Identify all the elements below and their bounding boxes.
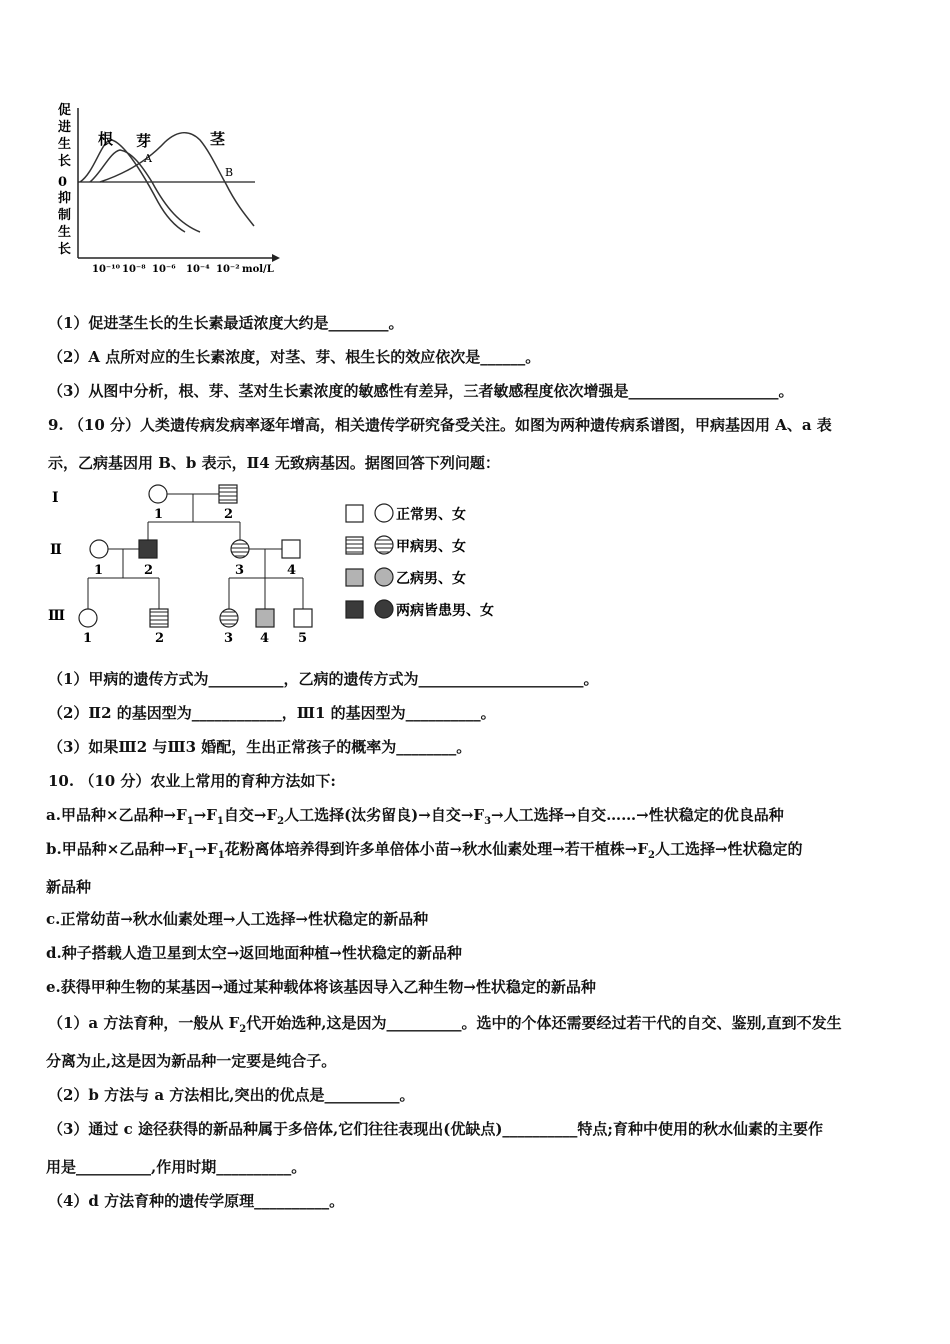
q10-sub4: （4）d 方法育种的遗传学原理__________。 [48, 1192, 345, 1210]
q10-method-b: b.甲品种×乙品种$\to F_1\to F_1$花粉离体培养得到许多单倍体小苗→秋水仙素处理→若干植株$\to F_2$人工选择→性状稳定的 [46, 840, 803, 861]
q10-intro: 10. （10 分）农业上常用的育种方法如下: [48, 772, 336, 790]
individual-number: 1 [94, 563, 104, 578]
gen2-female-jia [231, 540, 249, 558]
q10-method-e: e.获得甲种生物的某基因→通过某种载体将该基因导入乙种生物→性状稳定的新品种 [46, 978, 596, 996]
y-axis-label-char: 进 [58, 120, 72, 135]
q10-method-b-cont: 新品种 [46, 878, 92, 896]
legend-male-normal [346, 505, 363, 522]
y-axis-label-char: 促 [58, 103, 72, 118]
tick-label: 10⁻¹⁰ [92, 264, 120, 275]
q10-sub3: （3）通过 c 途径获得的新品种属于多倍体,它们往往表现出(优缺点)__________特点;育种中使用的秋水仙素的主要作 [48, 1120, 823, 1138]
q8-sub2: （2）A 点所对应的生长素浓度，对茎、芽、根生长的效应依次是______。 [48, 348, 541, 366]
y-axis-label [58, 102, 71, 257]
series-label: 芽 [136, 132, 152, 150]
q10-sub1-cont: 分离为止,这是因为新品种一定要是纯合子。 [46, 1052, 337, 1070]
y-axis-label-char: 长 [58, 154, 72, 169]
gen3-female-jia [220, 609, 238, 627]
series-label: 根 [98, 130, 114, 148]
individual-number: 2 [155, 631, 165, 646]
individual-number: 3 [235, 563, 245, 578]
gen2-female-normal [90, 540, 108, 558]
generation-label: Ⅲ [48, 608, 66, 624]
y-axis-label-char: 制 [58, 208, 72, 223]
legend-female-jia [375, 536, 393, 554]
legend-label: 正常男、女 [396, 507, 466, 523]
individual-number: 1 [154, 507, 164, 522]
gen3-male-normal [294, 609, 312, 627]
individual-number: 3 [224, 631, 234, 646]
tick-label: 10⁻⁶ [152, 264, 176, 275]
pedigree-chart [44, 478, 544, 648]
gen3-female-normal [79, 609, 97, 627]
q9-intro-cont: 示，乙病基因用 B、b 表示，Ⅱ4 无致病基因。据图回答下列问题： [48, 454, 500, 472]
legend-male-jia [346, 537, 363, 554]
individual-number: 2 [144, 563, 154, 578]
point-label: B [225, 166, 234, 179]
q10-sub3-cont: 用是__________,作用时期__________。 [46, 1158, 307, 1176]
individual-number: 1 [83, 631, 93, 646]
legend-female-yi [375, 568, 393, 586]
series-line [100, 133, 254, 226]
legend-female-normal [375, 504, 393, 522]
gen3-male-jia [150, 609, 168, 627]
q8-sub3: （3）从图中分析，根、芽、茎对生长素浓度的敏感性有差异，三者敏感程度依次增强是____________________。 [48, 382, 794, 400]
q9-sub2: （2）Ⅱ2 的基因型为____________，Ⅲ1 的基因型为__________。 [48, 704, 496, 722]
individual-number: 5 [298, 631, 308, 646]
x-axis-arrow [272, 254, 280, 262]
individual-number: 2 [224, 507, 234, 522]
legend-female-both [375, 600, 393, 618]
legend-label: 两病皆患男、女 [396, 603, 494, 619]
legend-label: 甲病男、女 [396, 539, 466, 555]
q10-method-c: c.正常幼苗→秋水仙素处理→人工选择→性状稳定的新品种 [46, 910, 429, 928]
tick-label: 10⁻⁴ [186, 264, 210, 275]
point-label: A [144, 152, 152, 165]
tick-label: 10⁻² [216, 264, 240, 275]
legend-male-yi [346, 569, 363, 586]
y-axis-label-char: 生 [58, 137, 72, 152]
generation-label: Ⅱ [50, 542, 62, 558]
q9-sub3: （3）如果Ⅲ2 与Ⅲ3 婚配，生出正常孩子的概率为________。 [48, 738, 472, 756]
gen2-male-both [139, 540, 157, 558]
q8-sub1: （1）促进茎生长的生长素最适浓度大约是________。 [48, 314, 404, 332]
q9-intro: 9. （10 分）人类遗传病发病率逐年增高，相关遗传学研究备受关注。如图为两种遗传病系谱图，甲病基因用 A、a 表 [48, 416, 832, 434]
series-line [80, 140, 185, 232]
q10-sub1: （1）a 方法育种，一般从 $F_2$代开始选种,这是因为__________。选中的个体还需要经过若干代的自交、鉴别,直到不发生 [48, 1014, 842, 1035]
legend-male-both [346, 601, 363, 618]
individual-number: 4 [287, 563, 297, 578]
y-axis-label-char: 生 [58, 225, 72, 240]
gen1-male-jia [219, 485, 237, 503]
tick-label: 10⁻⁸ [122, 264, 146, 275]
gen1-female [149, 485, 167, 503]
individual-number: 4 [260, 631, 270, 646]
q10-method-a: a.甲品种×乙品种$\to F_1\to F_1$自交$\to F_2$人工选择(汰劣留良)→自交$\to F_3\to$人工选择→自交……→性状稳定的优良品种 [46, 806, 784, 827]
legend-label: 乙病男、女 [396, 571, 466, 587]
auxin-chart [50, 100, 290, 280]
gen2-male-normal [282, 540, 300, 558]
y-axis-label-char: 抑 [58, 191, 72, 206]
gen3-male-yi [256, 609, 274, 627]
generation-label: Ⅰ [52, 490, 59, 506]
series-label: 茎 [210, 130, 226, 148]
y-axis-label-char: 0 [58, 175, 68, 190]
q10-method-d: d.种子搭载人造卫星到太空→返回地面种植→性状稳定的新品种 [46, 944, 462, 962]
q9-sub1: （1）甲病的遗传方式为__________，乙病的遗传方式为______________________。 [48, 670, 599, 688]
y-axis-label-char: 长 [58, 242, 72, 257]
q10-sub2: （2）b 方法与 a 方法相比,突出的优点是__________。 [48, 1086, 415, 1104]
x-axis-unit: mol/L [242, 264, 274, 275]
